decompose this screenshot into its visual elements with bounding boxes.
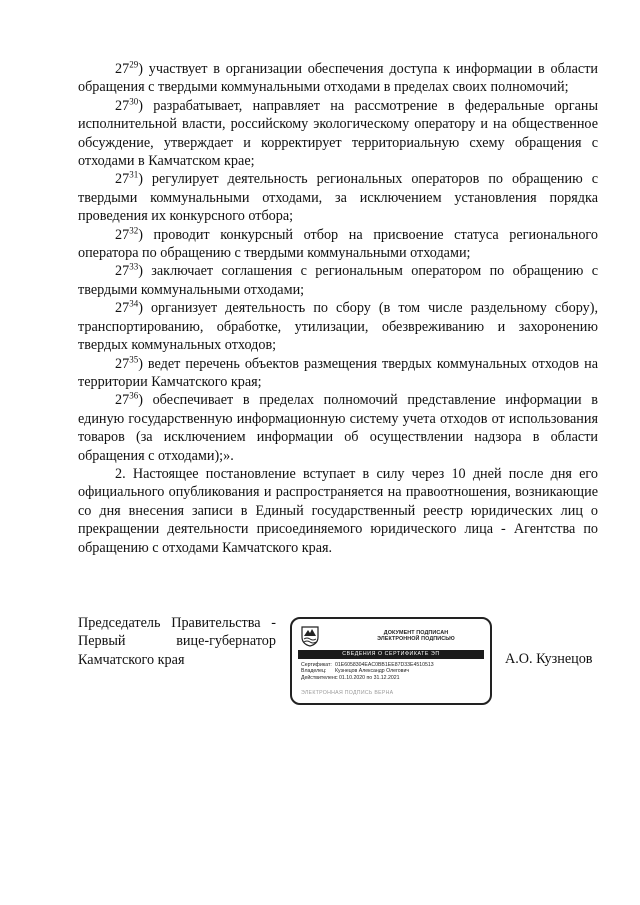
signer-position-line: Председатель Правительства -	[78, 615, 276, 631]
stamp-header-line: ЭЛЕКТРОННОЙ ПОДПИСЬЮ	[377, 636, 455, 643]
item-superscript: 29	[129, 59, 139, 70]
item-number: 27	[115, 263, 130, 280]
stamp-footer: ЭЛЕКТРОННАЯ ПОДПИСЬ ВЕРНА	[301, 690, 394, 696]
electronic-signature-stamp	[290, 617, 492, 705]
stamp-value: 01E6058304EAC0BB1EE87D33E4510513	[335, 662, 434, 668]
item-number: 27	[115, 61, 130, 77]
stamp-label: Владелец:	[301, 668, 327, 675]
item-text: ) регулирует деятельность региональных операторов по обращению с твердыми коммунальными отходами, за исключением установления порядка проведения их конкурсного отбора;	[78, 171, 598, 225]
list-item	[78, 299, 598, 354]
item-superscript: 35	[129, 353, 139, 364]
item-superscript: 36	[129, 390, 139, 401]
signer-position-line: Камчатского края	[78, 651, 185, 668]
item-number: 27	[115, 300, 130, 317]
signer-name: А.О. Кузнецов	[505, 651, 593, 667]
item-text: ) разрабатывает, направляет на рассмотрение в федеральные органы исполнительной власти, российскому экологическому оператору и на общественное обсуждение, утверждает и корректирует территориальную схему обращения с отходами в Камчатском крае;	[78, 97, 598, 170]
item-text: ) заключает соглашения с региональным оператором по обращению с твердыми коммунальными отходами;	[78, 263, 598, 298]
item-text: ) проводит конкурсный отбор на присвоение статуса регионального оператора по обращению с твердыми коммунальными отходами;	[78, 226, 598, 262]
signer-position-line: Первый вице-губернатор	[78, 633, 276, 650]
list-item	[78, 170, 598, 225]
item-superscript: 31	[129, 169, 139, 180]
stamp-details	[301, 662, 487, 681]
item-superscript: 32	[129, 224, 139, 235]
list-item	[78, 391, 598, 465]
list-item	[78, 60, 598, 97]
item-text: ) обеспечивает в пределах полномочий представление информации в единую государственную информационную систему учета отходов от использования товаров (за исключением информации об осуществлении надзора в области обращения с отходами);».	[78, 392, 598, 464]
stamp-row-validity	[301, 675, 487, 681]
item-number: 27	[115, 171, 130, 188]
item-text: ) ведет перечень объектов размещения твердых коммунальных отходов на территории Камчатского края;	[78, 355, 598, 390]
item-number: 27	[115, 97, 130, 114]
signer-position	[78, 614, 276, 669]
list-item	[78, 97, 598, 171]
stamp-value: Кузнецов Александр Олегович	[335, 668, 410, 675]
item-number: 27	[115, 355, 130, 372]
stamp-value: с 01.10.2020 по 31.12.2021	[335, 674, 400, 681]
stamp-header-line: ДОКУМЕНТ ПОДПИСАН	[383, 630, 449, 636]
item-number: 27	[115, 392, 130, 409]
list-item	[78, 226, 598, 263]
list-item	[78, 262, 598, 299]
document-body	[78, 60, 598, 557]
final-paragraph: 2. Настоящее постановление вступает в силу через 10 дней после дня его официального опубликования и распространяется на правоотношения, возникающие со дня внесения записи в Единый государственный реестр юридических лиц о прекращении деятельности присоединяемого юридического лица - Агентства по обращению с отходами Камчатского края.	[78, 465, 598, 556]
item-text: ) участвует в организации обеспечения доступа к информации в области обращения с твердыми коммунальными отходами в пределах своих полномочий;	[78, 61, 598, 96]
item-superscript: 30	[129, 96, 139, 107]
stamp-header	[356, 630, 476, 643]
item-number: 27	[115, 226, 130, 243]
kamchatka-coat-of-arms-icon	[300, 625, 320, 647]
stamp-certificate-bar: СВЕДЕНИЯ О СЕРТИФИКАТЕ ЭП	[298, 650, 484, 659]
stamp-label: Действителен:	[301, 674, 337, 681]
stamp-label: Сертификат:	[301, 662, 332, 668]
item-text: ) организует деятельность по сбору (в том числе раздельному сбору), транспортированию, обработке, утилизации, обезвреживанию и захоронению твердых коммунальных отходов;	[78, 300, 598, 354]
item-superscript: 33	[129, 261, 139, 272]
item-superscript: 34	[129, 298, 139, 309]
list-item	[78, 355, 598, 392]
